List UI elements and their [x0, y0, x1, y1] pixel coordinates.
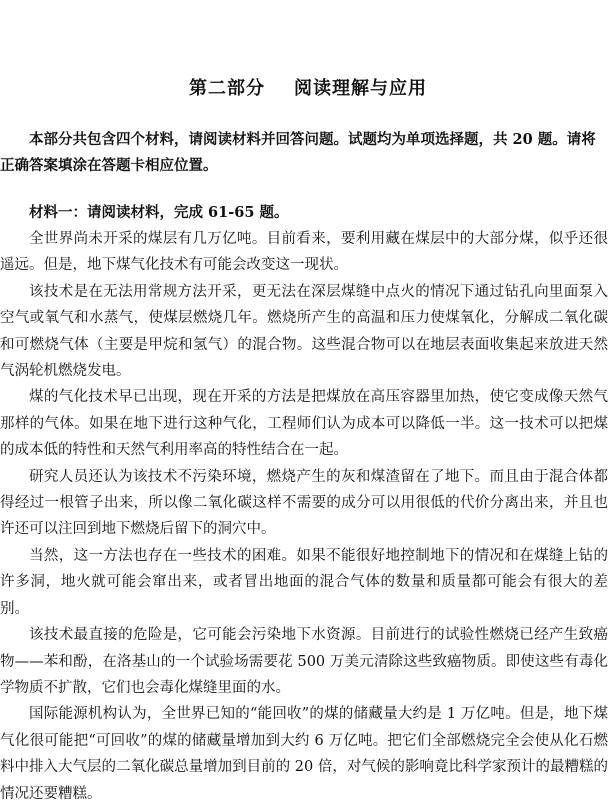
section-intro: 本部分共包含四个材料，请阅读材料并回答问题。试题均为单项选择题，共 20 题。请将正确答案填涂在答题卡相应位置。	[0, 131, 596, 174]
passage-paragraph: 研究人员还认为该技术不污染环境，燃烧产生的灰和煤渣留在了地下。而且由于混合体都得经过一根管子出来，所以像二氧化碳这样不需要的成分可以用很低的代价分离出来，并且也许还可以注回到地下燃烧后留下的洞穴中。	[0, 468, 608, 538]
passage-body	[0, 226, 608, 807]
passage-paragraph: 全世界尚未开采的煤层有几万亿吨。目前看来，要利用藏在煤层中的大部分煤，似乎还很遥远。但是，地下煤气化技术有可能会改变这一现状。	[0, 231, 608, 274]
section-title: 第二部分 阅读理解与应用	[188, 78, 428, 99]
passage-paragraph: 该技术是在无法用常规方法开采，更无法在深层煤缝中点火的情况下通过钻孔向里面泵入空气或氧气和水蒸气，使煤层燃烧几年。燃烧所产生的高温和压力使煤氧化，分解成二氧化碳和可燃烧气体（主要是甲烷和氢气）的混合物。这些混合物可以在地层表面收集起来放进天然气涡轮机燃烧发电。	[0, 283, 608, 380]
material-heading: 材料一：请阅读材料，完成 61-65 题。	[29, 204, 289, 221]
passage-paragraph: 煤的气化技术早已出现，现在开采的方法是把煤放在高压容器里加热，使它变成像天然气那样的气体。如果在地下进行这种气化，工程师们认为成本可以降低一半。这一技术可以把煤的成本低的特性和天然气利用率高的特性结合在一起。	[0, 389, 608, 459]
passage-paragraph: 当然，这一方法也存在一些技术的困难。如果不能很好地控制地下的情况和在煤缝上钻的许多洞，地火就可能会窜出来，或者冒出地面的混合气体的数量和质量都可能会有很大的差别。	[0, 547, 608, 617]
passage-paragraph: 国际能源机构认为，全世界已知的“能回收”的煤的储藏量大约是 1 万亿吨。但是，地下煤气化很可能把“可回收”的煤的储藏量增加到大约 6 万亿吨。把它们全部燃烧完全会使从化石燃料中排入大气层的二氧化碳总量增加到目前的 20 倍，对气候的影响竟比科学家预计的最糟糕的情况还要糟糕。	[0, 706, 608, 802]
passage-paragraph: 该技术最直接的危险是，它可能会污染地下水资源。目前进行的试验性燃烧已经产生致癌物——苯和酚，在洛基山的一个试验场需要花 500 万美元清除这些致癌物质。即使这些有毒化学物质不扩散，它们也会毒化煤缝里面的水。	[0, 627, 608, 696]
